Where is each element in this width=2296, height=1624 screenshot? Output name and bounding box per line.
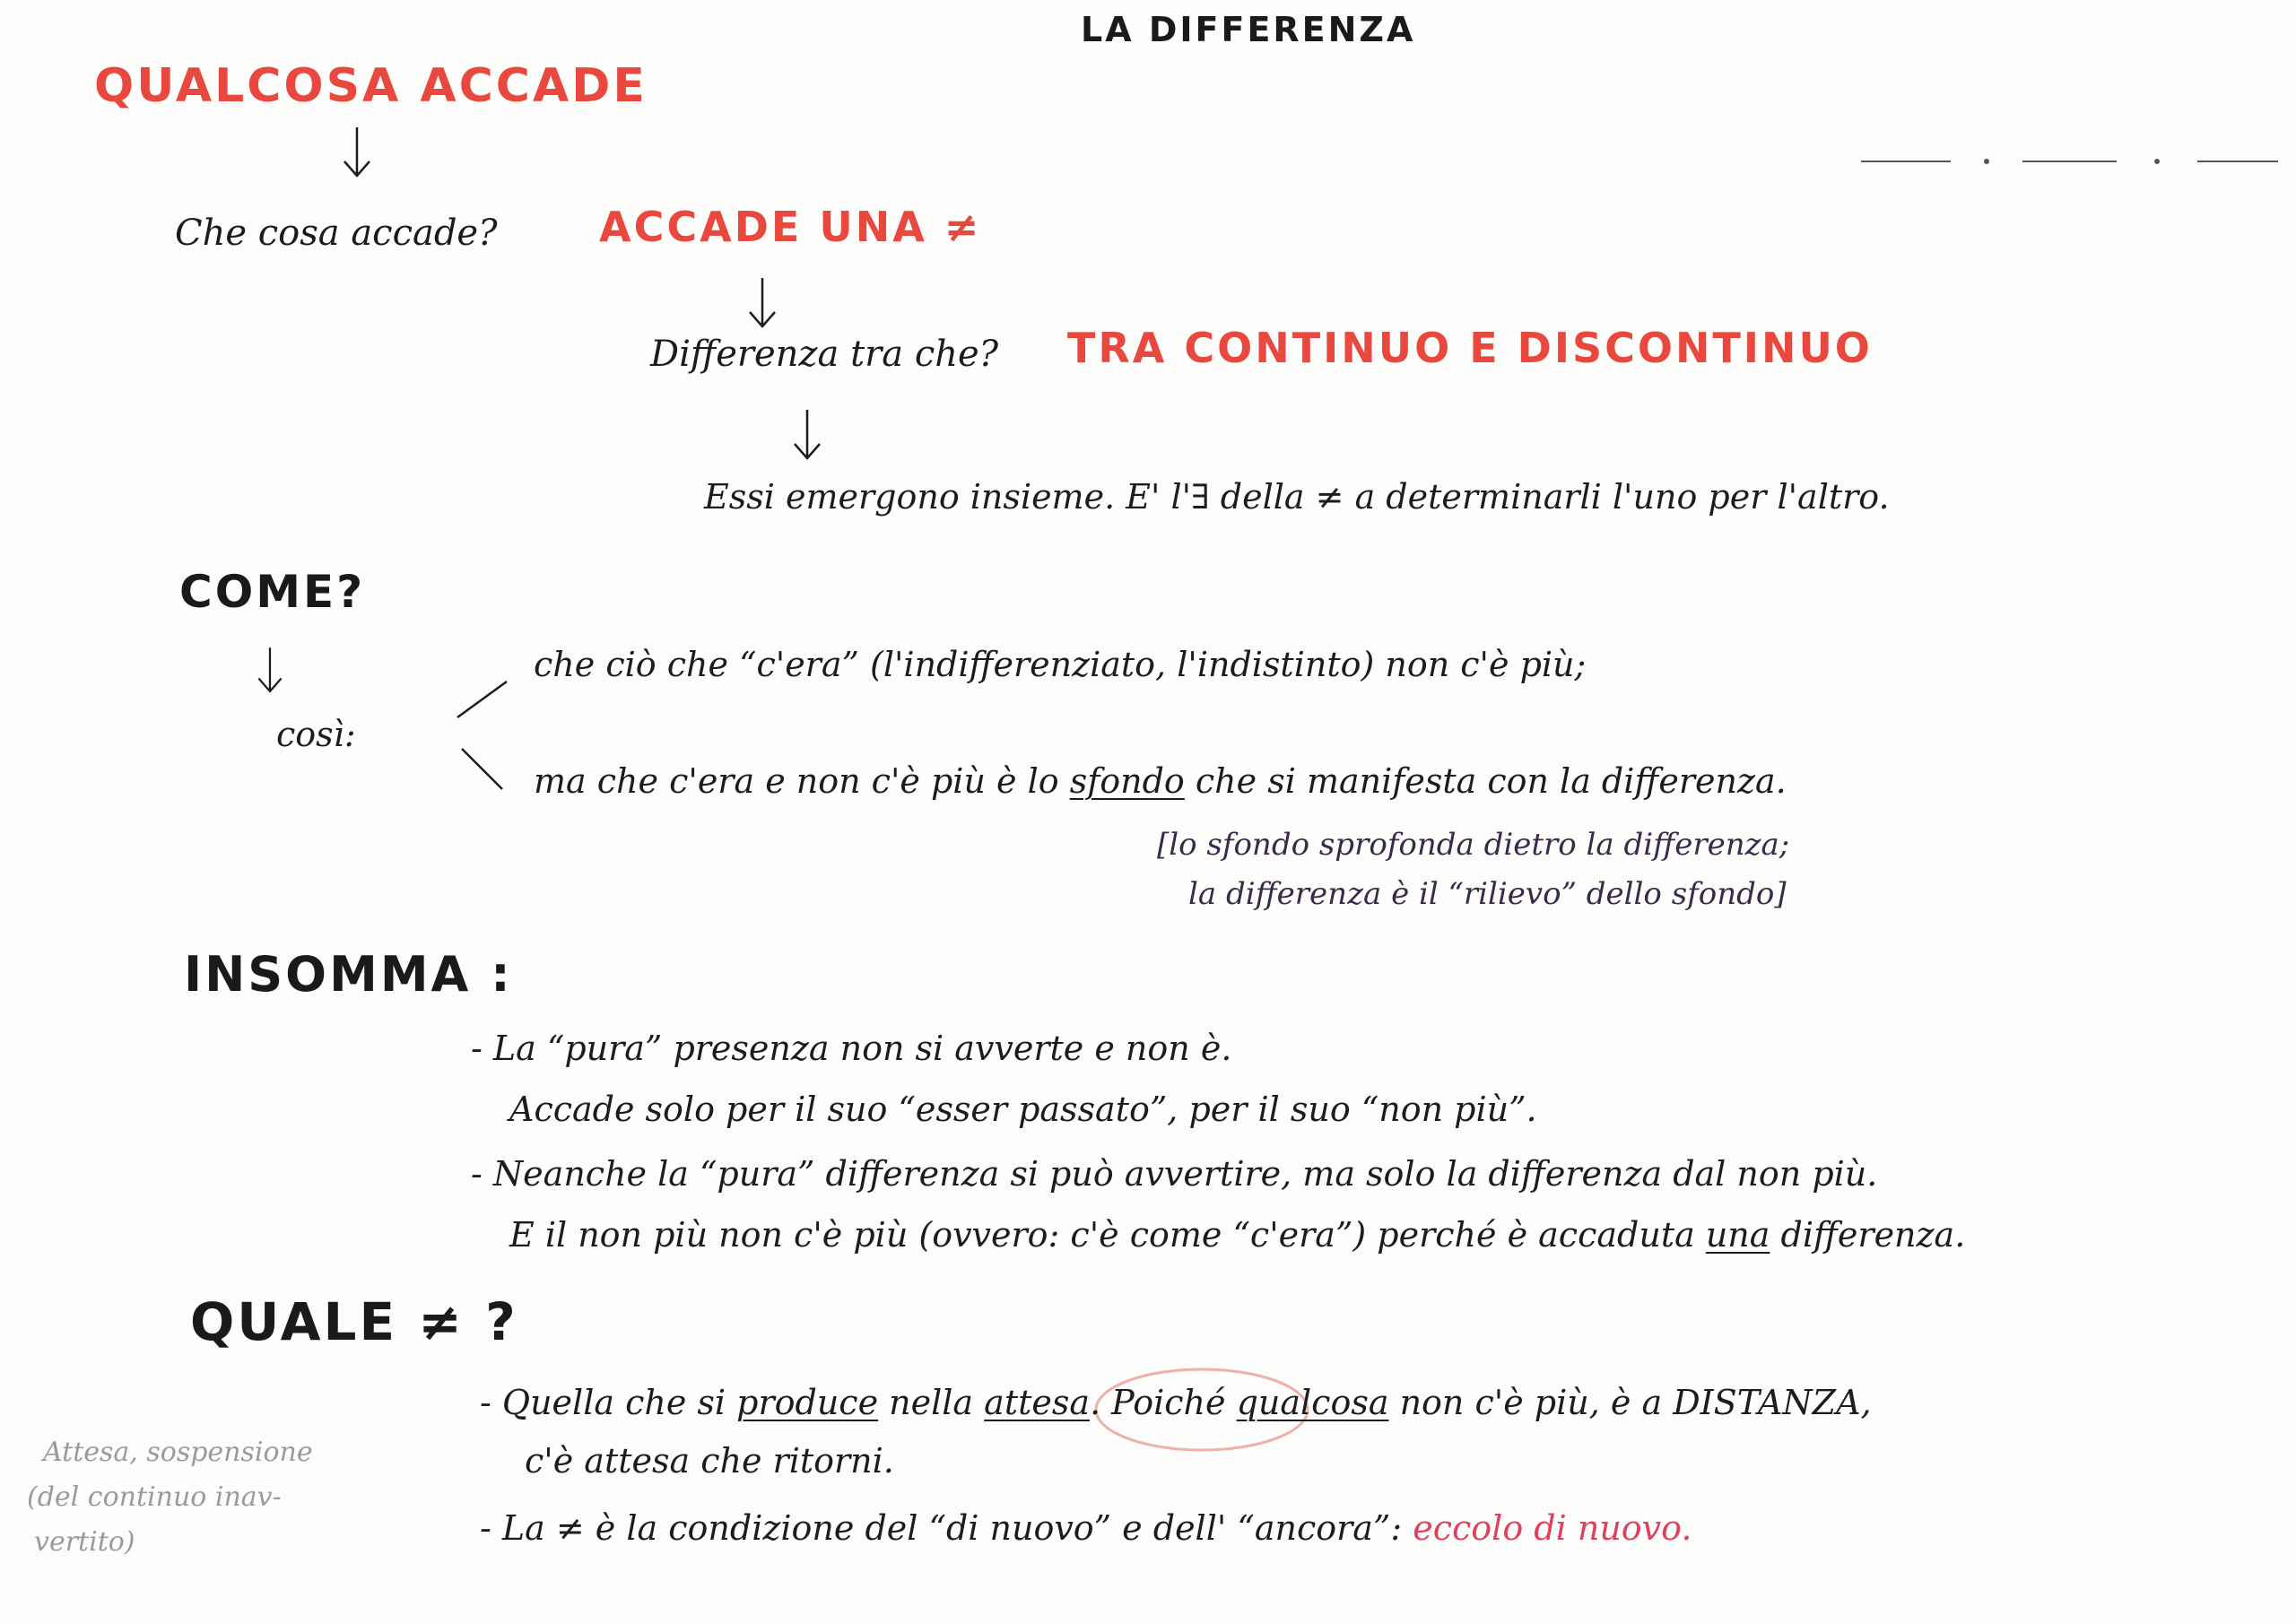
underlined-word-produce: produce xyxy=(736,1383,879,1422)
bracket-note-line-2: la differenza è il “rilievo” dello sfondo] xyxy=(1188,876,1787,912)
underlined-word-qualcosa: qualcosa xyxy=(1236,1383,1389,1422)
insomma-point-2-line-2: E il non più non c'è più (ovvero: c'è come “c'era”) perché è accaduta una differenza. xyxy=(509,1215,1966,1255)
quale-line-2: c'è attesa che ritorni. xyxy=(525,1441,894,1481)
eccolo-di-nuovo: eccolo di nuovo. xyxy=(1413,1508,1692,1548)
margin-note-line-1: Attesa, sospensione xyxy=(43,1437,313,1468)
underlined-word-una: una xyxy=(1705,1215,1770,1255)
question-what-happens: Che cosa accade? xyxy=(175,213,498,254)
answer-continuous-discontinuous: TRA CONTINUO E DISCONTINUO xyxy=(1067,324,1873,372)
arrow-down-icon xyxy=(789,408,825,462)
branch-line-2: ma che c'era e non c'è più è lo sfondo che si manifesta con la differenza. xyxy=(534,761,1787,801)
insomma-point-1-line-1: - La “pura” presenza non si avverte e non è. xyxy=(471,1029,1232,1068)
label-cosi: così: xyxy=(276,715,356,754)
underlined-word-attesa: attesa xyxy=(984,1383,1091,1422)
heading-insomma: INSOMMA : xyxy=(184,946,513,1003)
arrow-down-icon xyxy=(744,276,780,330)
underlined-word-sfondo: sfondo xyxy=(1069,761,1185,801)
bracket-note-line-1: [lo sfondo sprofonda dietro la differenza; xyxy=(1157,827,1790,863)
quale-line-1: - Quella che si produce nella attesa. Poiché qualcosa non c'è più, è a DISTANZA, xyxy=(480,1383,1872,1422)
heading-quale: QUALE ≠ ? xyxy=(190,1291,518,1352)
insomma-point-2-line-1: - Neanche la “pura” differenza si può avvertire, ma solo la differenza dal non più. xyxy=(471,1154,1878,1194)
emerge-together-line: Essi emergono insieme. E' l'∃ della ≠ a determinarli l'uno per l'altro. xyxy=(704,477,1890,517)
margin-note-line-3: vertito) xyxy=(34,1526,135,1558)
margin-note-line-2: (del continuo inav- xyxy=(27,1481,282,1513)
branch-line-1: che ciò che “c'era” (l'indifferenziato, l'indistinto) non c'è più; xyxy=(534,645,1587,684)
arrow-down-icon xyxy=(254,646,286,695)
question-difference-between: Differenza tra che? xyxy=(650,334,999,375)
quale-line-3: - La ≠ è la condizione del “di nuovo” e dell' “ancora”: eccolo di nuovo. xyxy=(480,1508,1692,1548)
page-title: LA DIFFERENZA xyxy=(1081,10,1416,49)
heading-come: COME? xyxy=(179,566,366,618)
headline: QUALCOSA ACCADE xyxy=(94,59,648,113)
arrow-down-icon xyxy=(339,126,375,179)
answer-a-difference: ACCADE UNA ≠ xyxy=(599,203,982,251)
insomma-point-1-line-2: Accade solo per il suo “esser passato”, per il suo “non più”. xyxy=(509,1090,1537,1129)
